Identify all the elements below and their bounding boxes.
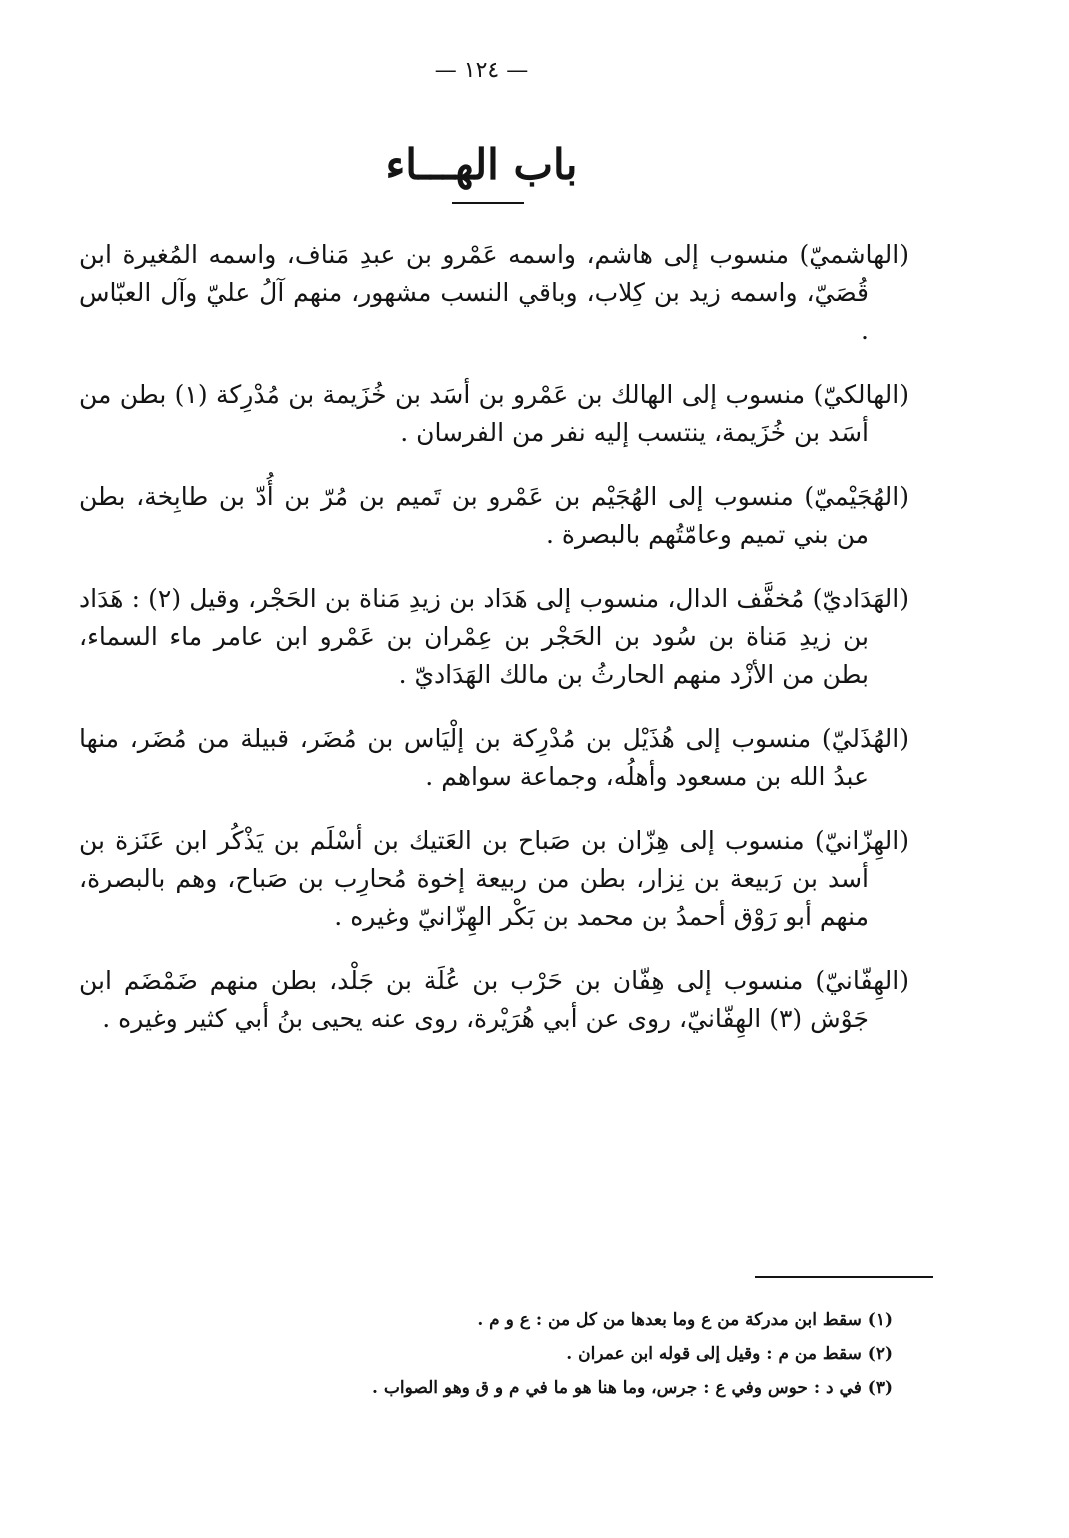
entry-hashimi: (الهاشميّ) منسوب إلى هاشم، واسمه عَمْرو بن عبدِ مَناف، واسمه المُغيرة ابن قُصَيّ، واسمه زيد بن كِلاب، وباقي النسب مشهور، منهم آلُ عليّ وآل العبّاس . [79,240,909,345]
title-underline [452,202,524,204]
entry-hiffani: (الهِفّانيّ) منسوب إلى هِفّان بن حَرْب بن عُلَة بن جَلْد، بطن منهم ضَمْضَم ابن جَوْش (٣) الهِفّانيّ، روى عن أبي هُرَيْرة، روى عنه يحيى بنُ أبي كثير وغيره . [79,966,909,1033]
entry-hizzani: (الهِزّانيّ) منسوب إلى هِزّان بن صَباح بن العَتيك بن أسْلَم بن يَذْكُر ابن عَنَزة بن أسد بن رَبيعة بن نِزار، بطن من ربيعة إخوة مُحارِب بن صَباح، وهم بالبصرة، منهم أبو رَوْق أحمدُ بن محمد بن بَكْر الهِزّانيّ وغيره . [79,826,909,931]
entry-list [79,236,909,1064]
footnote-3: (٣) في د : حوس وفي ع : جرس، وما هنا هو ما في م و ق وهو الصواب . [372,1378,893,1398]
entry-haliki: (الهالكيّ) منسوب إلى الهالك بن عَمْرو بن أسَد بن خُزَيمة بن مُدْرِكة (١) بطن من أسَد بن خُزَيمة، ينتسب إليه نفر من الفرسان . [79,380,909,447]
footnote-separator [755,1276,933,1278]
footnote-list [193,1303,893,1405]
footnote-1: (١) سقط ابن مدركة من ع وما بعدها من كل من : ع و م . [477,1310,893,1330]
entry-hujaymi: (الهُجَيْميّ) منسوب إلى الهُجَيْم بن عَمْرو بن تَميم بن مُرّ بن أُدّ بن طابِخة، بطن من بني تميم وعامّتُهم بالبصرة . [79,482,909,549]
entry-hudhali: (الهُذَليّ) منسوب إلى هُذَيْل بن مُدْرِكة بن إلْيَاس بن مُضَر، قبيلة من مُضَر، منها عبدُ الله بن مسعود وأهلُه، وجماعة سواهم . [79,724,909,791]
footnote-2: (٢) سقط من م : وقيل إلى قوله ابن عمران . [566,1344,893,1364]
chapter-title: باب الهـــاء [385,140,578,189]
page-number: — ١٢٤ — [434,58,529,83]
entry-hadadi: (الهَدَاديّ) مُخفَّف الدال، منسوب إلى هَدَاد بن زيدِ مَناة بن الحَجْر، وقيل (٢) : هَدَاد بن زيدِ مَناة بن سُود بن الحَجْر بن عِمْران بن عَمْرو ابن عامر ماء السماء، بطن من الأزْد منهم الحارثُ بن مالك الهَدَاديّ . [79,584,909,689]
